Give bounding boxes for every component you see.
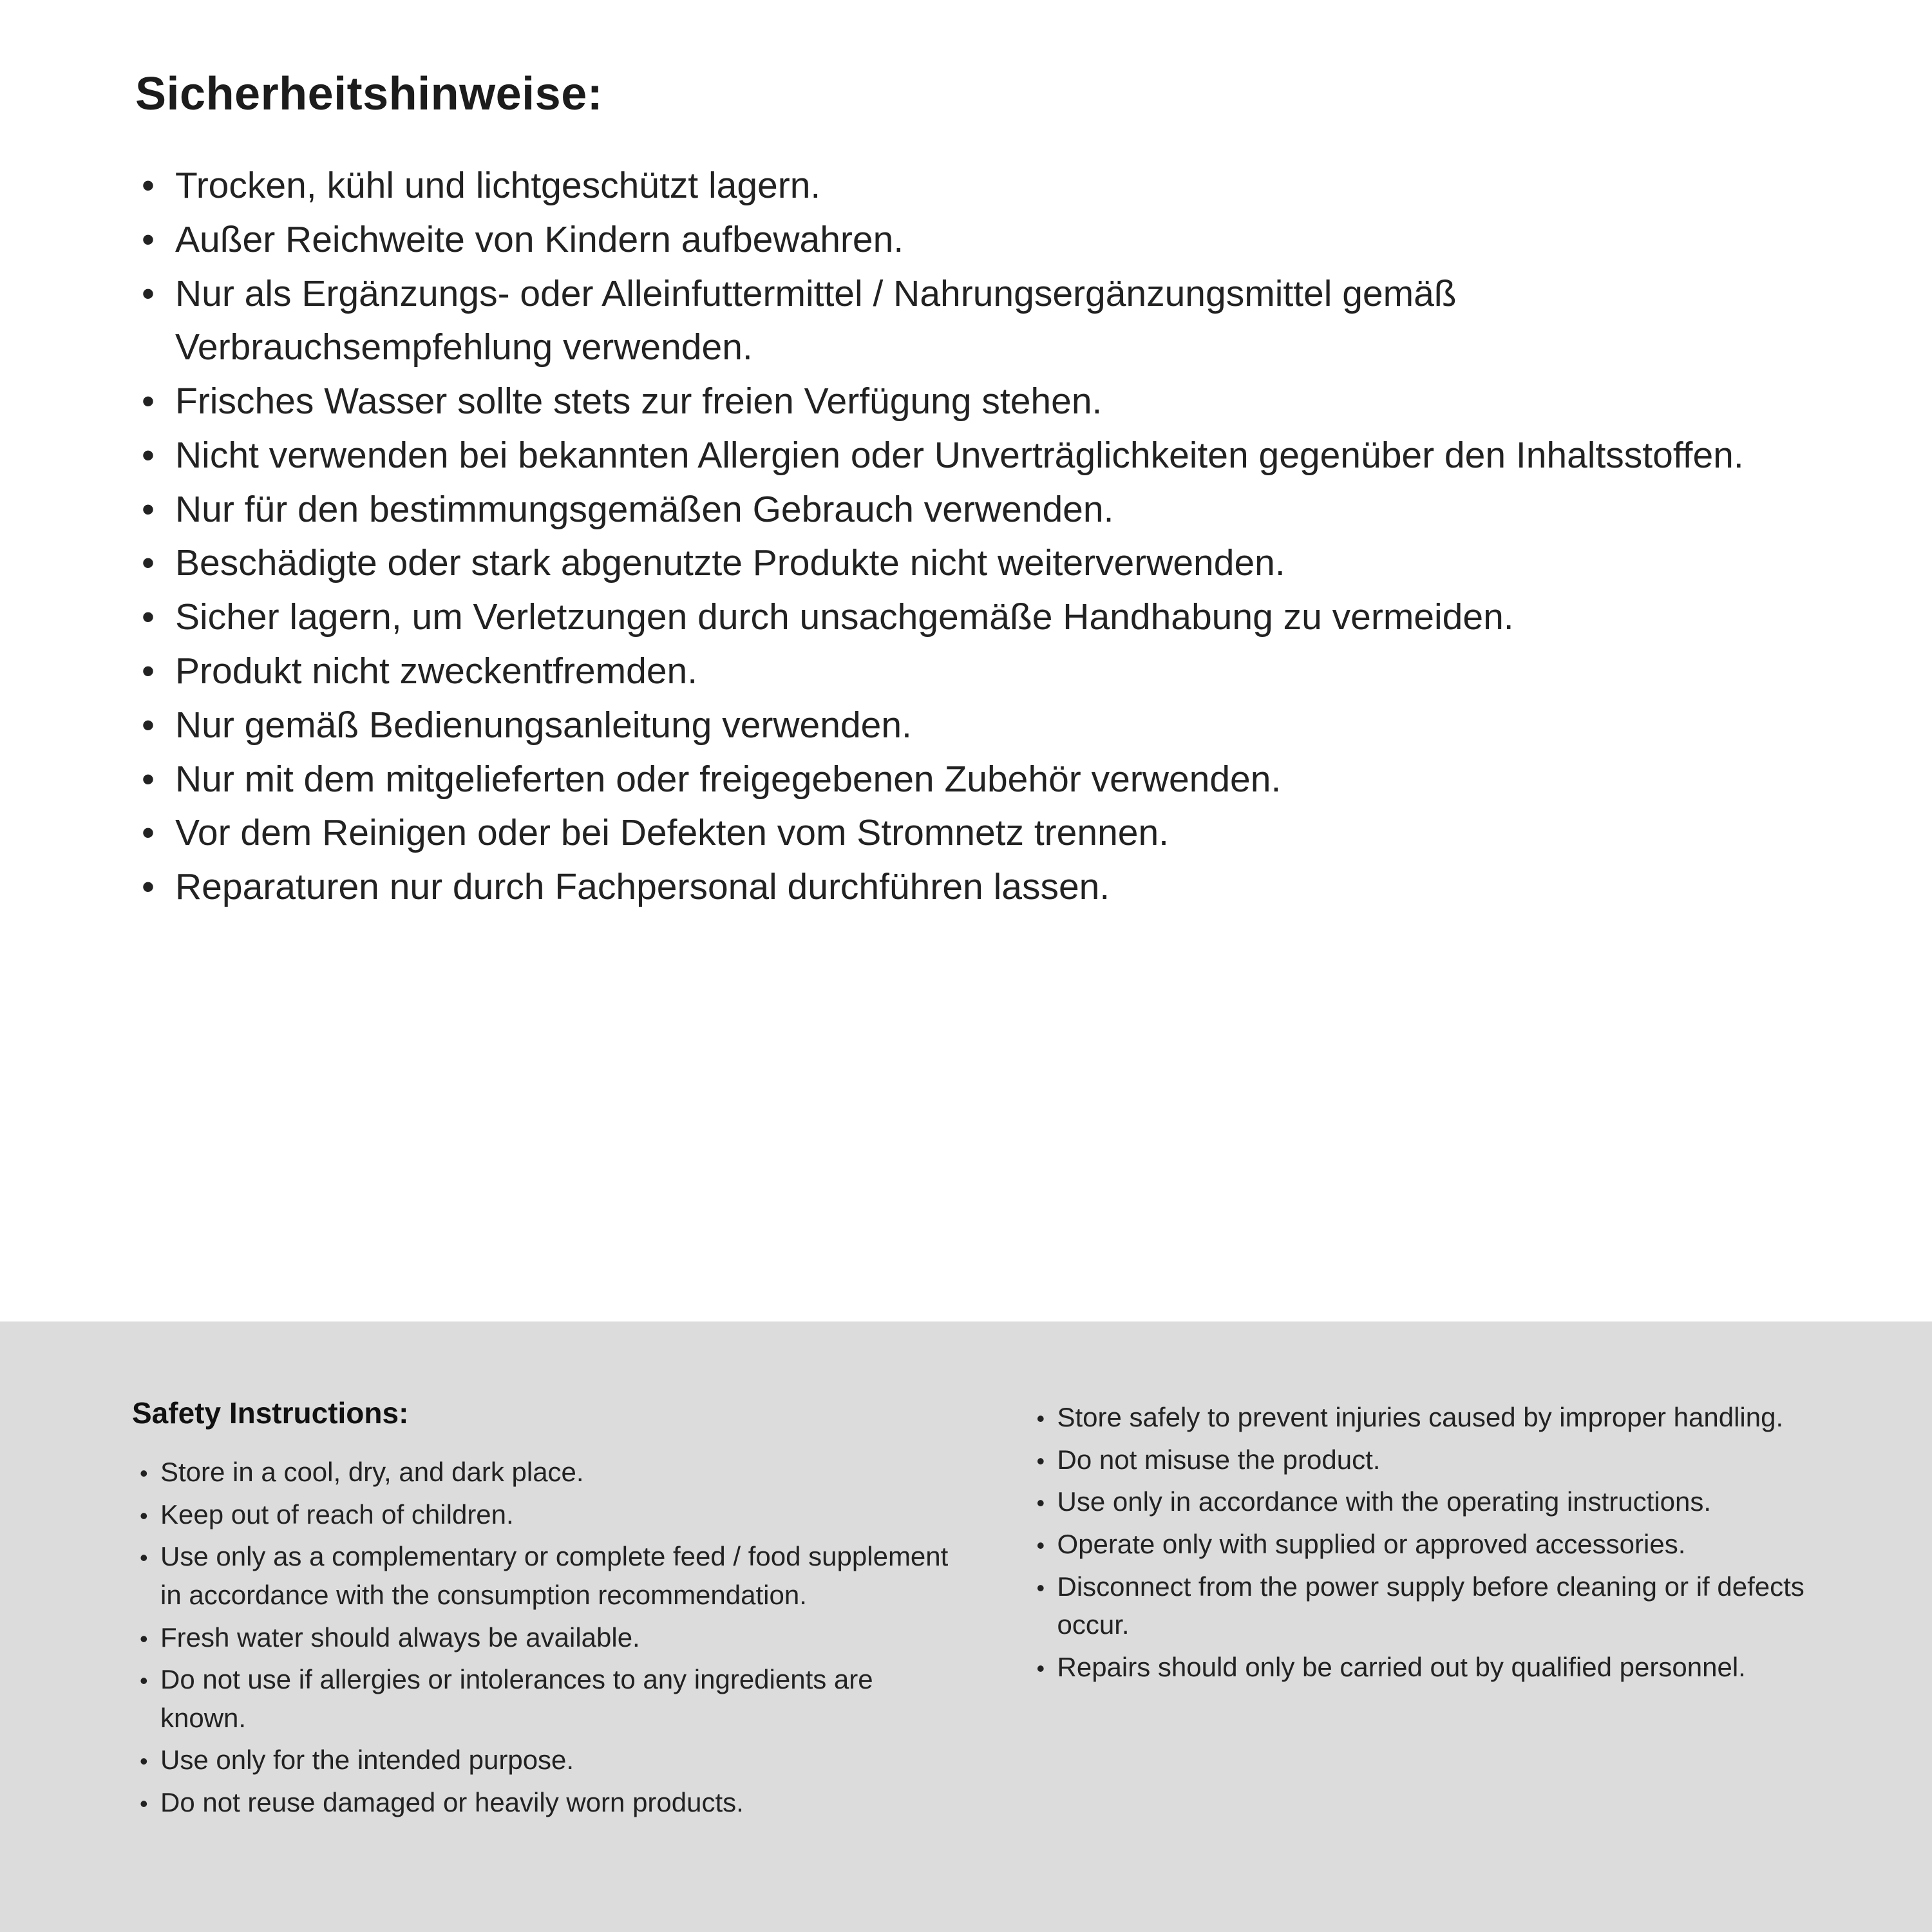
- german-bullet-list: [135, 159, 1835, 914]
- list-item: • Do not reuse damaged or heavily worn products.: [132, 1783, 958, 1822]
- list-item: • Reparaturen nur durch Fachpersonal durchführen lassen.: [135, 860, 1835, 914]
- list-item: • Produkt nicht zweckentfremden.: [135, 645, 1835, 699]
- english-left-bullet-list: [132, 1453, 958, 1822]
- list-item: • Store safely to prevent injuries caused by improper handling.: [1029, 1398, 1855, 1437]
- list-item: • Nur mit dem mitgelieferten oder freigegebenen Zubehör verwenden.: [135, 753, 1835, 807]
- list-item: • Use only for the intended purpose.: [132, 1741, 958, 1779]
- german-section-title: Sicherheitshinweise:: [135, 68, 603, 120]
- list-item: • Trocken, kühl und lichtgeschützt lagern.: [135, 159, 1835, 213]
- english-right-column: [1029, 1396, 1855, 1826]
- list-item: • Nur für den bestimmungsgemäßen Gebrauch verwenden.: [135, 483, 1835, 537]
- english-safety-section: [0, 1321, 1932, 1932]
- list-item: • Frisches Wasser sollte stets zur freien Verfügung stehen.: [135, 375, 1835, 429]
- german-safety-section: [0, 0, 1932, 914]
- list-item: • Nicht verwenden bei bekannten Allergien oder Unverträglichkeiten gegenüber den Inhaltsstoffen.: [135, 429, 1835, 483]
- list-item: • Beschädigte oder stark abgenutzte Produkte nicht weiterverwenden.: [135, 536, 1835, 591]
- list-item: • Nur gemäß Bedienungsanleitung verwenden.: [135, 699, 1835, 753]
- list-item: • Do not use if allergies or intolerances to any ingredients are known.: [132, 1660, 958, 1737]
- list-item: • Nur als Ergänzungs- oder Alleinfuttermittel / Nahrungsergänzungsmittel gemäß Verbrauchsempfehlung verwenden.: [135, 267, 1835, 375]
- list-item: • Use only as a complementary or complete feed / food supplement in accordance with the consumption recommendation.: [132, 1537, 958, 1614]
- english-left-column: [132, 1396, 958, 1826]
- list-item: • Repairs should only be carried out by qualified personnel.: [1029, 1648, 1855, 1687]
- list-item: • Sicher lagern, um Verletzungen durch unsachgemäße Handhabung zu vermeiden.: [135, 591, 1835, 645]
- list-item: • Vor dem Reinigen oder bei Defekten vom Stromnetz trennen.: [135, 806, 1835, 860]
- list-item: • Do not misuse the product.: [1029, 1441, 1855, 1479]
- english-right-bullet-list: [1029, 1398, 1855, 1686]
- english-section-title: Safety Instructions:: [132, 1396, 409, 1430]
- list-item: • Keep out of reach of children.: [132, 1495, 958, 1534]
- list-item: • Außer Reichweite von Kindern aufbewahren.: [135, 213, 1835, 267]
- list-item: • Fresh water should always be available.: [132, 1618, 958, 1657]
- english-two-column-layout: [132, 1396, 1855, 1826]
- list-item: • Operate only with supplied or approved accessories.: [1029, 1525, 1855, 1564]
- list-item: • Disconnect from the power supply before cleaning or if defects occur.: [1029, 1567, 1855, 1644]
- list-item: • Use only in accordance with the operating instructions.: [1029, 1482, 1855, 1521]
- list-item: • Store in a cool, dry, and dark place.: [132, 1453, 958, 1492]
